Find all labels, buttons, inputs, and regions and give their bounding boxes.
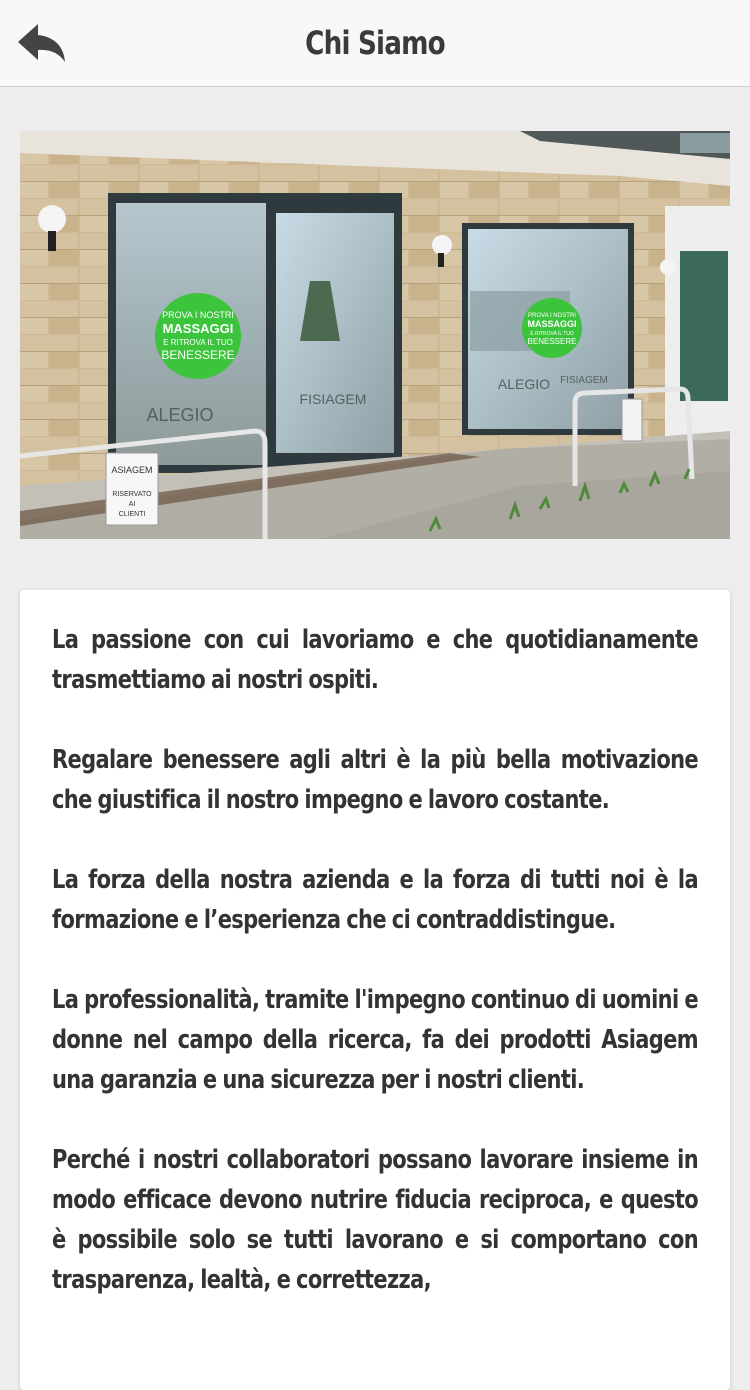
- window-text-4: FISIAGEM: [560, 375, 608, 386]
- sign-line-4: CLIENTI: [118, 511, 146, 518]
- page-title: Chi Siamo: [305, 24, 445, 62]
- top-bar: [0, 0, 750, 87]
- back-button[interactable]: [12, 18, 70, 68]
- sign-line-2: RISERVATO: [112, 491, 152, 498]
- window-text-2: FISIAGEM: [299, 391, 367, 407]
- paragraph-2: Regalare benessere agli altri è la più bella motivazione che giustifica il nostro impegno e lavoro costante.: [52, 745, 698, 815]
- storefront-photo: [20, 131, 730, 539]
- sticker-1-line-3: E RITROVA IL TUO: [163, 338, 233, 347]
- paragraph-4: La professionalità, tramite l'impegno continuo di uomini e donne nel campo della ricerca, fa dei prodotti Asiagem una garanzia e una sicurezza per i nostri clienti.: [52, 985, 698, 1095]
- sticker-1-line-4: BENESSERE: [161, 348, 235, 362]
- reply-arrow-icon: [12, 18, 70, 68]
- sticker-1-line-1: PROVA I NOSTRI: [162, 310, 234, 320]
- sticker-1-line-2: MASSAGGI: [162, 321, 234, 336]
- window-text-3: ALEGIO: [497, 376, 551, 392]
- sign-line-1: ASIAGEM: [111, 465, 153, 475]
- sticker-2-line-1: PROVA I NOSTRI: [528, 313, 576, 319]
- paragraph-5: Perché i nostri collaboratori possano lavorare insieme in modo efficace devono nutrire fiducia reciproca, e questo è possibile solo se tutti lavorano e si comportano con trasparenza, lealtà, e correttezza,: [52, 1145, 698, 1295]
- sticker-2-line-2: MASSAGGI: [527, 319, 577, 329]
- sticker-2-line-3: E RITROVA IL TUO: [530, 331, 574, 337]
- window-text-1: ALEGIO: [146, 405, 214, 425]
- paragraph-1: La passione con cui lavoriamo e che quotidianamente trasmettiamo ai nostri ospiti.: [52, 625, 698, 695]
- about-text: [52, 620, 698, 1300]
- paragraph-3: La forza della nostra azienda e la forza di tutti noi è la formazione e l’esperienza che ci contraddistingue.: [52, 865, 698, 935]
- sign-line-3: AI: [128, 501, 136, 508]
- sticker-2-line-4: BENESSERE: [527, 337, 577, 346]
- about-text-card: [20, 590, 730, 1390]
